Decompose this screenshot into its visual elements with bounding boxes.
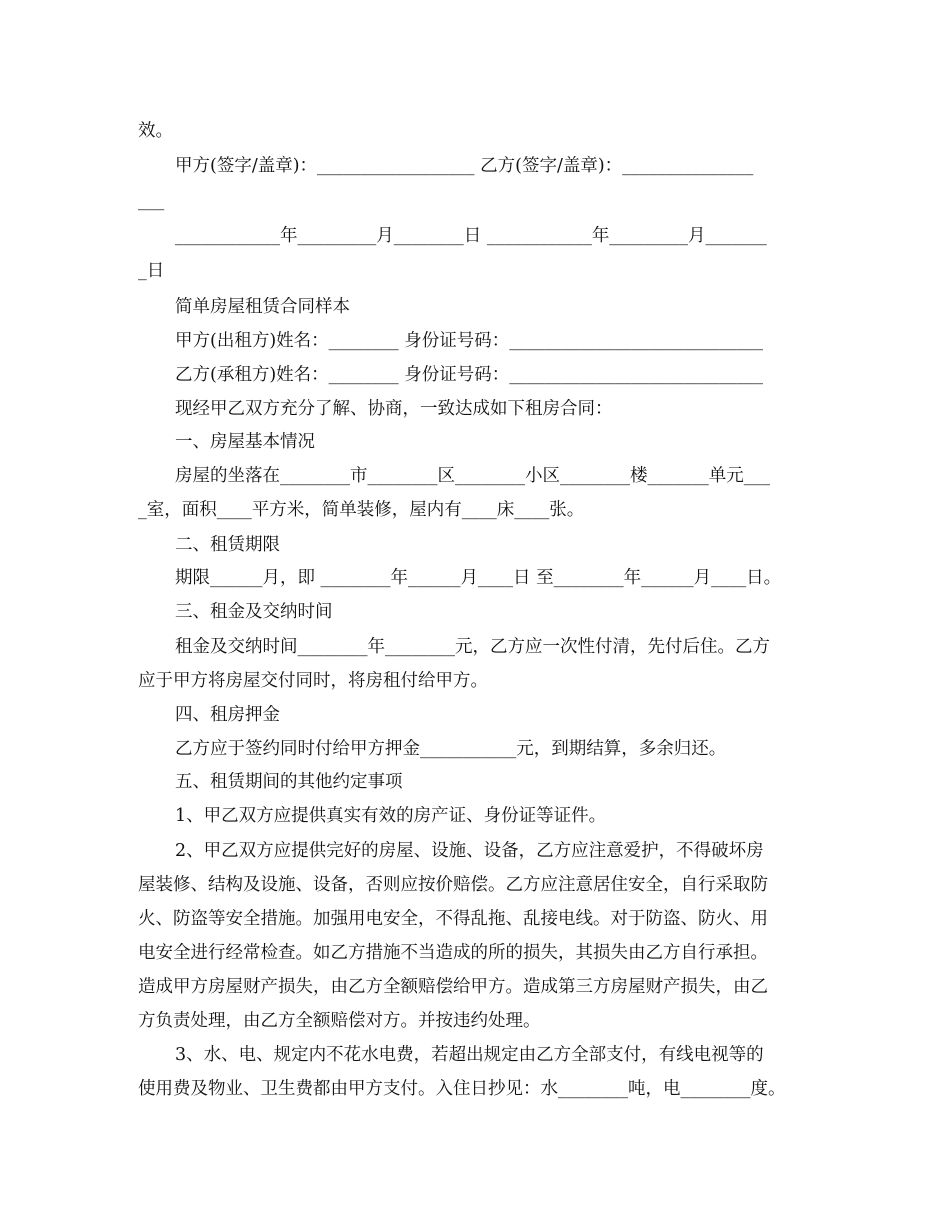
date-line: ____________年_________月________日 ____________年_________月_______ — [175, 226, 767, 246]
clause-3: 3、水、电、规定内不花水电费，若超出规定由乙方全部支付，有线电视等的 — [175, 1045, 764, 1065]
intro-line: 现经甲乙双方充分了解、协商，一致达成如下租房合同： — [175, 399, 613, 419]
section-heading-4: 四、租房押金 — [175, 705, 280, 725]
section-heading-1: 一、房屋基本情况 — [175, 432, 315, 452]
signature-line: 甲方(签字/盖章)：__________________ 乙方(签字/盖章)：_______________ — [175, 156, 754, 176]
paragraph-line: 火、防盗等安全措施。加强用电安全，不得乱拖、乱接电线。对于防盗、防火、用 — [138, 909, 768, 929]
paragraph-line: 使用费及物业、卫生费都由甲方支付。入住日抄见：水________吨，电________度。 — [138, 1079, 786, 1099]
paragraph-line: _室，面积____平方米，简单装修，屋内有____床____张。 — [138, 500, 585, 520]
section-heading-5: 五、租赁期间的其他约定事项 — [175, 772, 403, 792]
paragraph-line: 乙方应于签约同时付给甲方押金___________元，到期结算，多余归还。 — [175, 739, 727, 759]
paragraph-line: 应于甲方将房屋交付同时，将房租付给甲方。 — [138, 671, 488, 691]
party-b-line: 乙方(承租方)姓名：________ 身份证号码：_____________________________ — [175, 365, 763, 385]
paragraph-line: 租金及交纳时间________年________元，乙方应一次性付清，先付后住。乙方 — [175, 637, 770, 657]
section-heading-3: 三、租金及交纳时间 — [175, 602, 333, 622]
date-line-cont: _日 — [138, 261, 165, 281]
contract-title: 简单房屋租赁合同样本 — [175, 297, 350, 317]
paragraph-line: 房屋的坐落在________市________区________小区________楼_______单元___ — [175, 466, 770, 486]
section-heading-2: 二、租赁期限 — [175, 535, 280, 555]
clause-1: 1、甲乙双方应提供真实有效的房产证、身份证等证件。 — [175, 806, 607, 826]
paragraph-line: 造成甲方房屋财产损失，由乙方全额赔偿给甲方。造成第三方房屋财产损失，由乙 — [138, 977, 768, 997]
text-line-prev-end: 效。 — [138, 121, 173, 141]
paragraph-line: 方负责处理，由乙方全额赔偿对方。并按违约处理。 — [138, 1011, 541, 1031]
paragraph-line: 电安全进行经常检查。如乙方措施不当造成的所的损失，其损失由乙方自行承担。 — [138, 943, 768, 963]
paragraph-line: 屋装修、结构及设施、设备，否则应按价赔偿。乙方应注意居住安全，自行采取防 — [138, 875, 768, 895]
paragraph-line: 期限______月，即 ________年______月____日 至________年______月____日。 — [175, 568, 782, 588]
party-a-line: 甲方(出租方)姓名：________ 身份证号码：_____________________________ — [175, 331, 763, 351]
signature-line-cont: ___ — [138, 191, 165, 211]
clause-2: 2、甲乙双方应提供完好的房屋、设施、设备，乙方应注意爱护，不得破坏房 — [175, 841, 764, 861]
